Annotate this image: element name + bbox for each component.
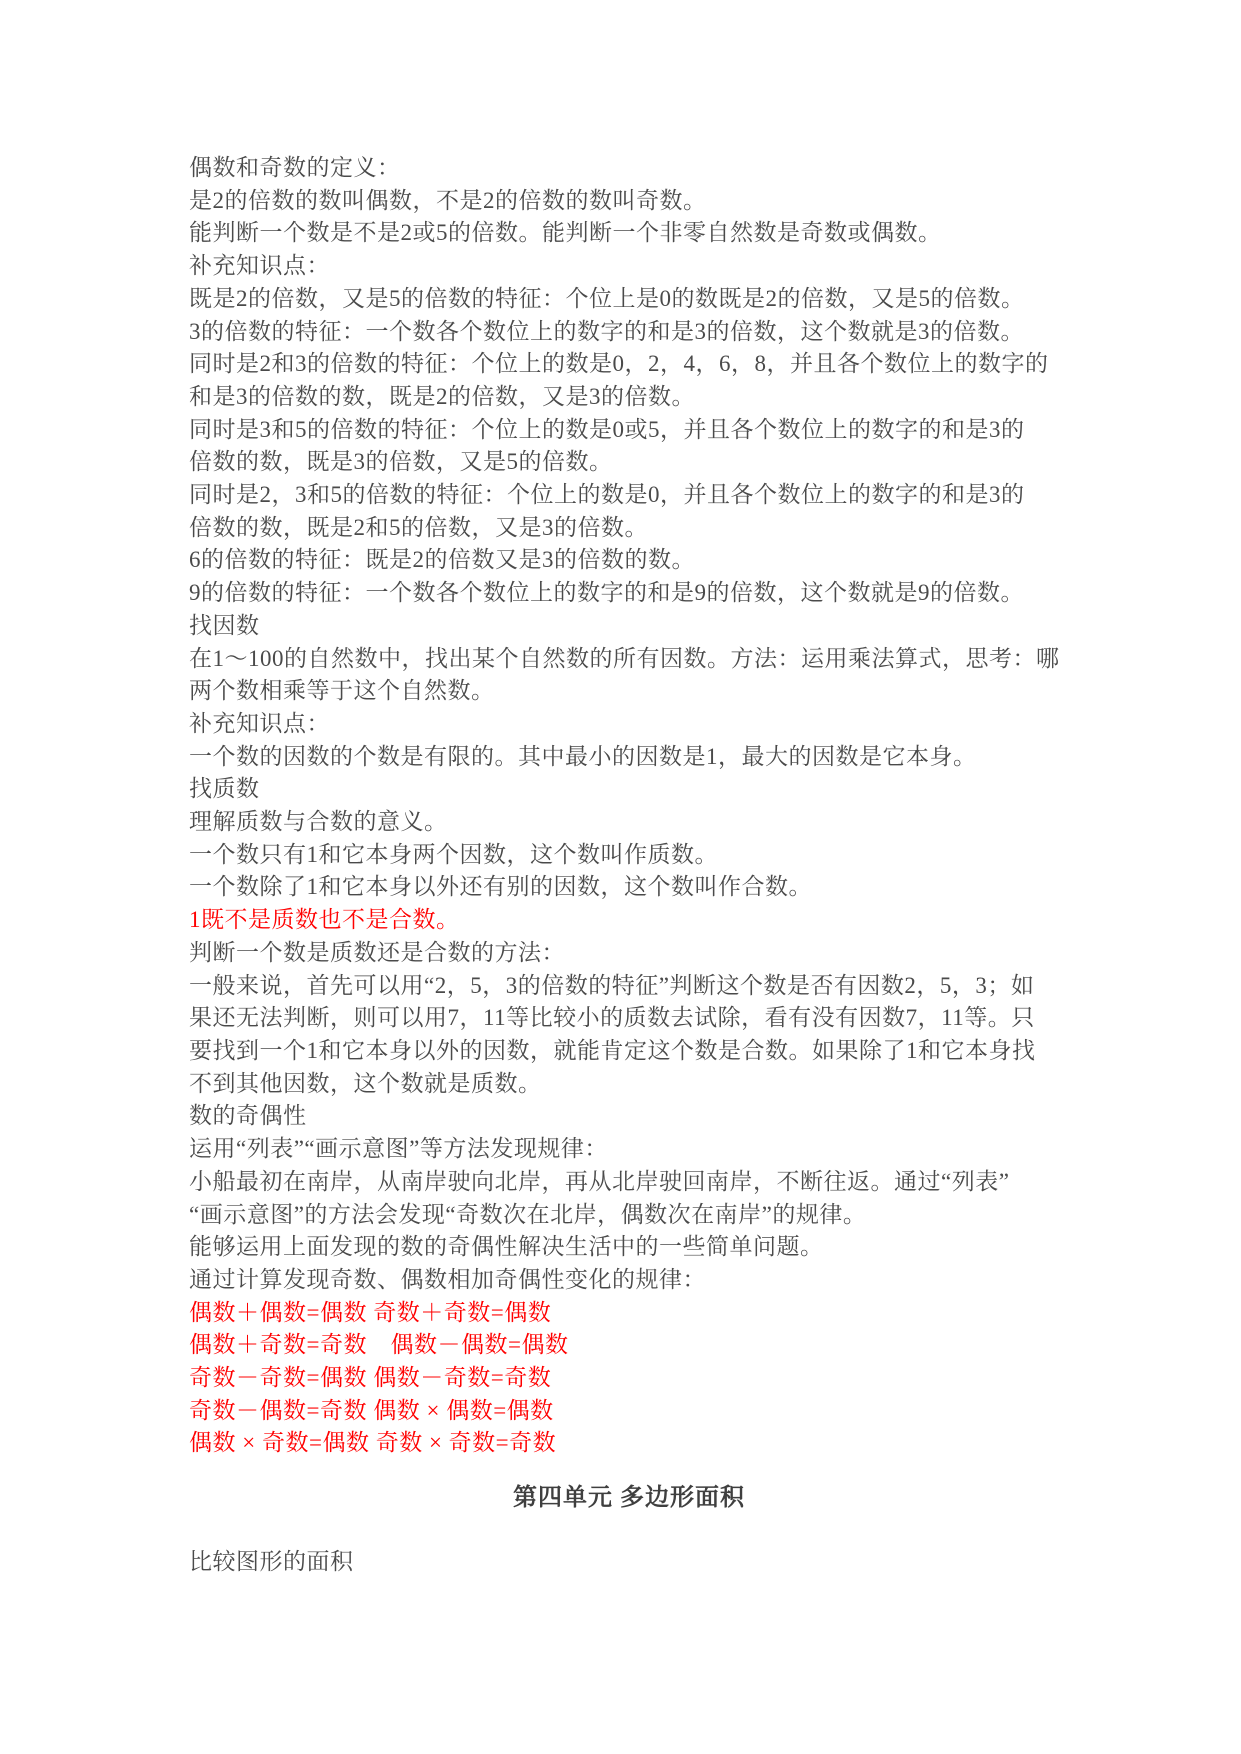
text-line: 小船最初在南岸，从南岸驶向北岸，再从北岸驶回南岸，不断往返。通过“列表” [189, 1168, 1010, 1194]
text-line: 补充知识点： [189, 253, 330, 279]
text-line: 偶数和奇数的定义： [189, 155, 401, 180]
section-heading: 第四单元 多边形面积 [513, 1485, 745, 1512]
text-line: 在1～100的自然数中，找出某个自然数的所有因数。方法：运用乘法算式，思考：哪 [189, 645, 1060, 671]
text-line-highlight: 奇数－偶数=奇数 偶数 × 偶数=偶数 [189, 1397, 554, 1423]
text-line: 找因数 [189, 612, 260, 638]
text-line: 找质数 [189, 776, 260, 802]
text-line-highlight: 偶数 × 奇数=偶数 奇数 × 奇数=奇数 [189, 1430, 557, 1456]
next-section-title: 比较图形的面积 [189, 1549, 354, 1575]
text-line: 通过计算发现奇数、偶数相加奇偶性变化的规律： [189, 1266, 706, 1292]
text-line: 补充知识点： [189, 710, 330, 736]
text-line: 要找到一个1和它本身以外的因数，就能肯定这个数是合数。如果除了1和它本身找 [189, 1037, 1036, 1063]
text-line: 运用“列表”“画示意图”等方法发现规律： [189, 1136, 608, 1162]
text-line: “画示意图”的方法会发现“奇数次在北岸，偶数次在南岸”的规律。 [189, 1201, 867, 1227]
text-line: 一个数的因数的个数是有限的。其中最小的因数是1，最大的因数是它本身。 [189, 743, 977, 769]
text-line: 倍数的数，既是2和5的倍数，又是3的倍数。 [189, 514, 648, 540]
text-line: 9的倍数的特征：一个数各个数位上的数字的和是9的倍数，这个数就是9的倍数。 [189, 580, 1024, 606]
text-line-highlight: 偶数＋奇数=奇数 偶数－偶数=偶数 [189, 1332, 569, 1358]
text-line: 能判断一个数是不是2或5的倍数。能判断一个非零自然数是奇数或偶数。 [189, 220, 942, 246]
text-line: 同时是3和5的倍数的特征：个位上的数是0或5，并且各个数位上的数字的和是3的 [189, 416, 1025, 442]
text-line: 能够运用上面发现的数的奇偶性解决生活中的一些简单问题。 [189, 1234, 824, 1260]
text-line: 两个数相乘等于这个自然数。 [189, 678, 495, 704]
text-line: 是2的倍数的数叫偶数，不是2的倍数的数叫奇数。 [189, 187, 707, 213]
text-line: 一般来说，首先可以用“2，5，3的倍数的特征”判断这个数是否有因数2，5，3；如 [189, 972, 1035, 998]
text-line: 和是3的倍数的数，既是2的倍数，又是3的倍数。 [189, 383, 695, 409]
text-line: 判断一个数是质数还是合数的方法： [189, 939, 565, 965]
text-line-highlight: 奇数－奇数=偶数 偶数－奇数=奇数 [189, 1365, 552, 1391]
text-line: 数的奇偶性 [189, 1103, 307, 1129]
text-line: 理解质数与合数的意义。 [189, 809, 448, 835]
text-line: 同时是2，3和5的倍数的特征：个位上的数是0，并且各个数位上的数字的和是3的 [189, 482, 1025, 508]
text-line: 3的倍数的特征：一个数各个数位上的数字的和是3的倍数，这个数就是3的倍数。 [189, 318, 1024, 344]
text-line: 6的倍数的特征：既是2的倍数又是3的倍数的数。 [189, 547, 695, 573]
text-line: 既是2的倍数，又是5的倍数的特征：个位上是0的数既是2的倍数，又是5的倍数。 [189, 285, 1025, 311]
text-line: 不到其他因数，这个数就是质数。 [189, 1070, 542, 1096]
text-line: 一个数只有1和它本身两个因数，这个数叫作质数。 [189, 841, 718, 867]
text-line-highlight: 偶数＋偶数=偶数 奇数＋奇数=偶数 [189, 1299, 552, 1325]
text-line: 果还无法判断，则可以用7，11等比较小的质数去试除，看有没有因数7，11等。只 [189, 1005, 1035, 1031]
text-line: 一个数除了1和它本身以外还有别的因数，这个数叫作合数。 [189, 874, 812, 900]
text-line: 倍数的数，既是3的倍数，又是5的倍数。 [189, 449, 613, 475]
text-line-highlight: 1既不是质数也不是合数。 [189, 907, 460, 933]
text-line: 同时是2和3的倍数的特征：个位上的数是0，2，4，6，8，并且各个数位上的数字的 [189, 351, 1049, 377]
